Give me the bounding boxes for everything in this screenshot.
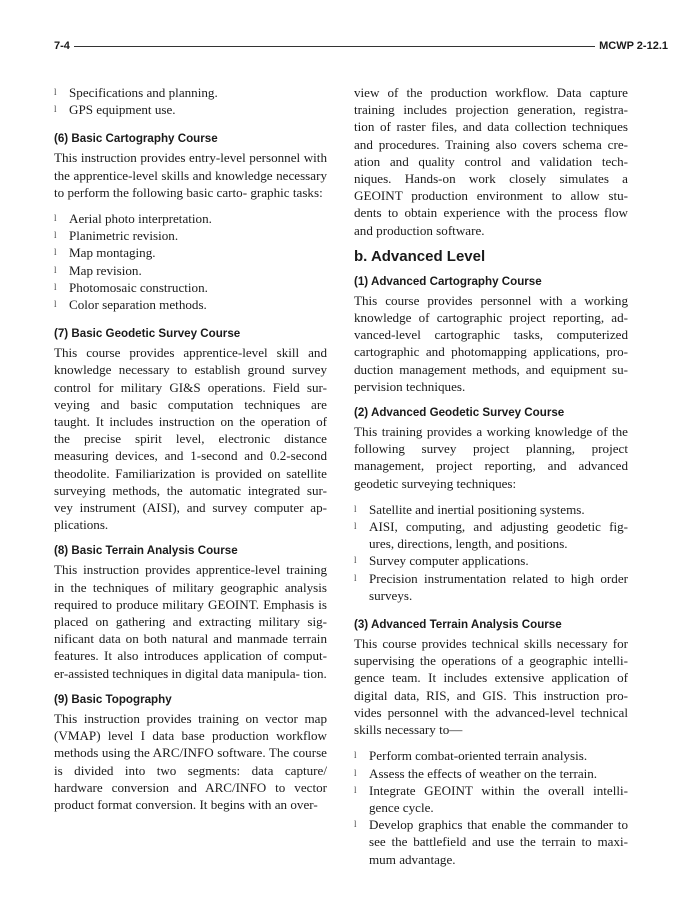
document-id: MCWP 2-12.1 <box>599 40 668 52</box>
bullet-icon: l <box>54 281 57 292</box>
section-body: This instruction provides training on vector map (VMAP) level I data base production workflow methods using the ARC/INFO software. The course is divided into two segments: data capture/ hardware conversion and ARC/INFO to vector product format conversion. It begins with an over- <box>54 710 327 812</box>
list-item: l Assess the effects of weather on the terrain. <box>354 765 598 781</box>
right-column <box>354 84 628 868</box>
bullet-icon: l <box>354 784 357 795</box>
section-body: This course provides technical skills necessary for supervising the operations of a geographic intelli- gence team. It includes extensive application of digital data, RIS, and GIS. This instruction pro- vides personnel with the advanced-level technical skills necessary to— <box>354 636 628 738</box>
bullet-icon: l <box>54 87 57 97</box>
list-item: l Precision instrumentation related to high order surveys. <box>354 570 628 603</box>
section-heading: (2) Advanced Geodetic Survey Course <box>354 406 565 420</box>
left-column <box>54 84 327 813</box>
section-heading: (7) Basic Geodetic Survey Course <box>54 327 241 341</box>
page-header <box>54 38 668 54</box>
bullet-icon: l <box>354 750 357 761</box>
bullet-icon: l <box>354 521 357 532</box>
bullet-icon: l <box>354 819 357 830</box>
list-item: l Survey computer applications. <box>354 553 529 569</box>
list-item: l Map montaging. <box>54 245 156 261</box>
header-rule <box>74 46 595 47</box>
bullet-icon: l <box>354 555 357 566</box>
bullet-icon: l <box>54 264 57 275</box>
bullet-icon: l <box>354 767 357 778</box>
section-heading: (1) Advanced Cartography Course <box>354 274 542 288</box>
list-item: l Specifications and planning. <box>54 85 218 100</box>
section-heading: (6) Basic Cartography Course <box>54 132 218 146</box>
bullet-icon: l <box>54 299 57 310</box>
bullet-list <box>54 84 327 118</box>
bullet-icon: l <box>54 213 57 224</box>
bullet-icon: l <box>354 572 357 583</box>
section-body: This course provides apprentice-level skill and knowledge necessary to establish ground survey control for military GI&S operations. Field sur- veying and basic computation techniques are taught. It includes instruction on the operation of the precise spirit level, electronic distance measuring devices, and 1-second and 0.2-second theodolite. Familiarization is provided on satellite surveying methods, the automatic integrated sur- vey instrument (AISI), and survey computer ap- plications. <box>54 345 327 533</box>
page-number: 7-4 <box>54 40 70 52</box>
bullet-icon: l <box>54 247 57 258</box>
list-item: l Map revision. <box>54 262 142 278</box>
list-item: l Perform combat-oriented terrain analysis. <box>354 748 588 764</box>
section-body: This course provides personnel with a working knowledge of cartographic project reporting, ad- vanced-level cartographic tasks, computerized cartographic and photomapping applications, pro- duction management methods, and equipment su- pervision techniques. <box>354 292 628 394</box>
section-body: This instruction provides apprentice-level training in the techniques of military geographic analysis required to produce military GEOINT. Emphasis is placed on gathering and extracting military sig- nificant data on both natural and manmade terrain features. It also introduces application of comput- er-assisted techniques in digital data manipula- tion. <box>54 562 327 681</box>
list-item: l Aerial photo interpretation. <box>54 211 212 227</box>
section-heading: (3) Advanced Terrain Analysis Course <box>354 618 562 632</box>
list-item: l Integrate GEOINT within the overall intelli- gence cycle. <box>354 782 628 815</box>
bullet-list <box>354 501 628 604</box>
list-item: l Color separation methods. <box>54 297 207 313</box>
section-heading: (9) Basic Topography <box>54 692 172 706</box>
bullet-icon: l <box>54 104 57 115</box>
list-item: l Planimetric revision. <box>54 228 179 244</box>
continuation-body: view of the production workflow. Data capture training includes projection generation, registra- tion of raster files, and data collection techniques and procedures. Training also covers schema cre- ation and quality control and validation tech- niques. Hands-on work closely simulates a GEOINT production environment to allow stu- dents to obtain experience with the process flow and production software. <box>354 85 628 238</box>
section-body: This instruction provides entry-level personnel with the apprentice-level skills and knowledge necessary to perform the following basic carto- graphic tasks: <box>54 150 327 200</box>
list-item: l Photomosaic construction. <box>54 279 208 295</box>
bullet-icon: l <box>54 230 57 241</box>
section-b-heading: b. Advanced Level <box>354 247 486 265</box>
list-item: l Satellite and inertial positioning systems. <box>354 501 585 517</box>
list-item: l Develop graphics that enable the commander to see the battlefield and use the terrain to maxi- mum advantage. <box>354 817 628 867</box>
list-item: l AISI, computing, and adjusting geodetic fig- ures, directions, length, and positions. <box>354 519 628 552</box>
bullet-list <box>54 210 327 313</box>
section-body: This training provides a working knowledge of the following survey project planning, project management, project reporting, and advanced geodetic surveying techniques: <box>354 424 628 491</box>
bullet-list <box>354 747 628 867</box>
section-heading: (8) Basic Terrain Analysis Course <box>54 544 238 558</box>
list-item: l GPS equipment use. <box>54 102 176 118</box>
bullet-icon: l <box>354 503 357 514</box>
